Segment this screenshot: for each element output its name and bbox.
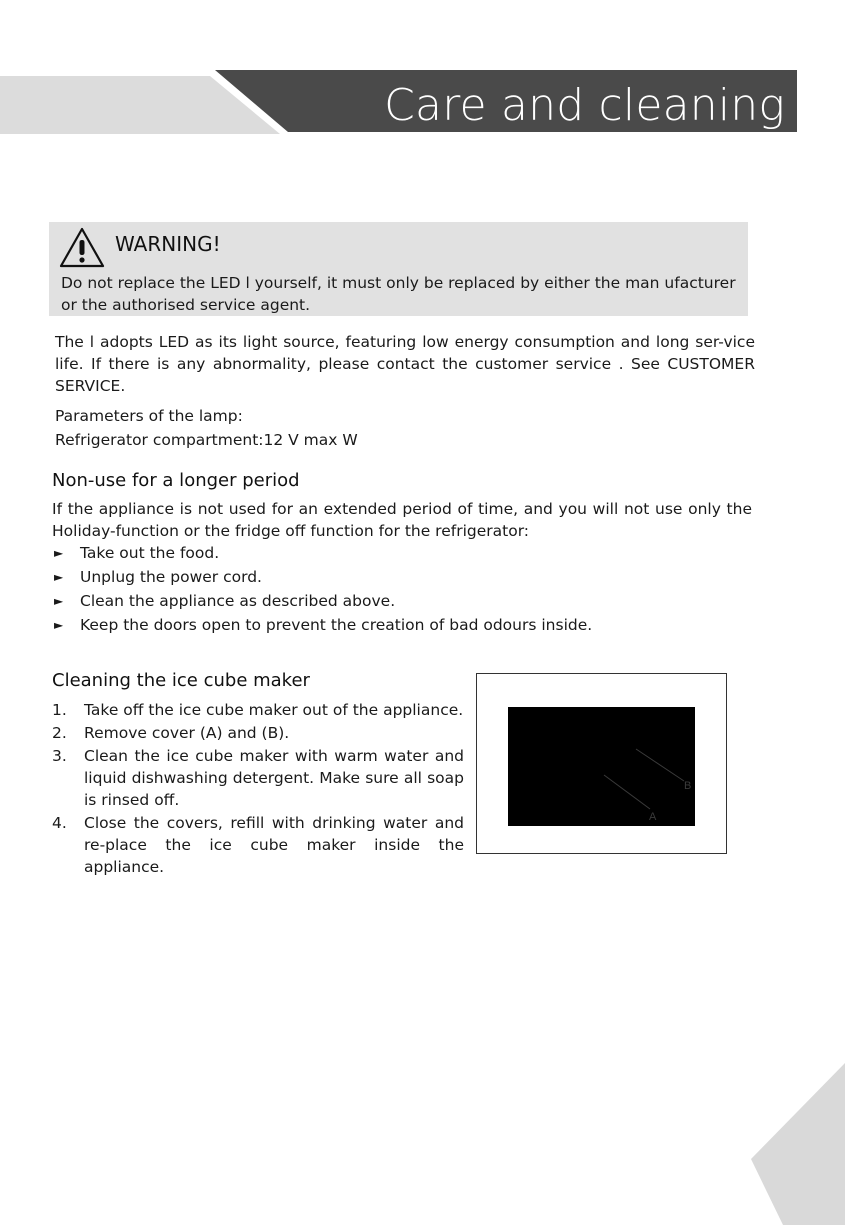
nonuse-bullet-list xyxy=(52,541,592,637)
step-text: Take off the ice cube maker out of the appliance. xyxy=(84,701,464,719)
warning-triangle-icon xyxy=(59,226,105,268)
page-title: Care and cleaning xyxy=(384,80,785,131)
list-item-text: Take out the food. xyxy=(80,544,220,562)
step-text: Clean the ice cube maker with warm water and liquid dishwashing detergent. Make sure all soap is rinsed off. xyxy=(84,747,464,809)
list-item-text: Unplug the power cord. xyxy=(80,568,262,586)
ice-maker-image xyxy=(508,707,695,826)
list-item-text: Clean the appliance as described above. xyxy=(80,592,396,610)
list-item xyxy=(52,745,464,811)
list-item xyxy=(52,541,592,565)
list-item xyxy=(52,722,464,744)
bullet-marker: ► xyxy=(54,618,64,632)
list-item xyxy=(52,699,464,721)
ice-maker-callouts xyxy=(508,707,695,826)
callout-label-b: B xyxy=(684,780,692,792)
ice-maker-heading: Cleaning the ice cube maker xyxy=(52,670,310,691)
list-item xyxy=(52,613,592,637)
warning-title: WARNING! xyxy=(115,232,221,256)
bullet-marker: ► xyxy=(54,570,64,584)
bullet-marker: ► xyxy=(54,546,64,560)
warning-text: Do not replace the LED l yourself, it must only be replaced by either the man ufacturer or the authorised service agent. xyxy=(61,274,736,314)
list-item-text: Keep the doors open to prevent the creation of bad odours inside. xyxy=(80,616,593,634)
ice-maker-figure-frame xyxy=(476,673,727,854)
page-corner-tab xyxy=(745,1055,845,1225)
list-item xyxy=(52,812,464,878)
step-text: Close the covers, refill with drinking water and re-place the ice cube maker inside the appliance. xyxy=(84,814,464,876)
lamp-intro-text: The l adopts LED as its light source, featuring low energy consumption and long ser-vice life. If there is any abnormality, please contact the customer service . See CUSTOMER SERVICE. xyxy=(55,333,755,395)
warning-box xyxy=(49,222,748,316)
lamp-parameters-value: Refrigerator compartment:12 V max W xyxy=(55,431,358,449)
step-number: 2. xyxy=(52,724,67,742)
ice-maker-steps xyxy=(52,699,464,879)
bullet-marker: ► xyxy=(54,594,64,608)
list-item xyxy=(52,565,592,589)
step-number: 3. xyxy=(52,747,67,765)
nonuse-heading: Non-use for a longer period xyxy=(52,470,300,491)
step-number: 4. xyxy=(52,814,67,832)
step-text: Remove cover (A) and (B). xyxy=(84,724,290,742)
callout-label-a: A xyxy=(649,811,657,823)
nonuse-intro-text: If the appliance is not used for an extended period of time, and you will not use only the Holiday-function or the fridge off function for the refrigerator: xyxy=(52,500,752,540)
step-number: 1. xyxy=(52,701,67,719)
lamp-parameters-label: Parameters of the lamp: xyxy=(55,407,243,425)
list-item xyxy=(52,589,592,613)
